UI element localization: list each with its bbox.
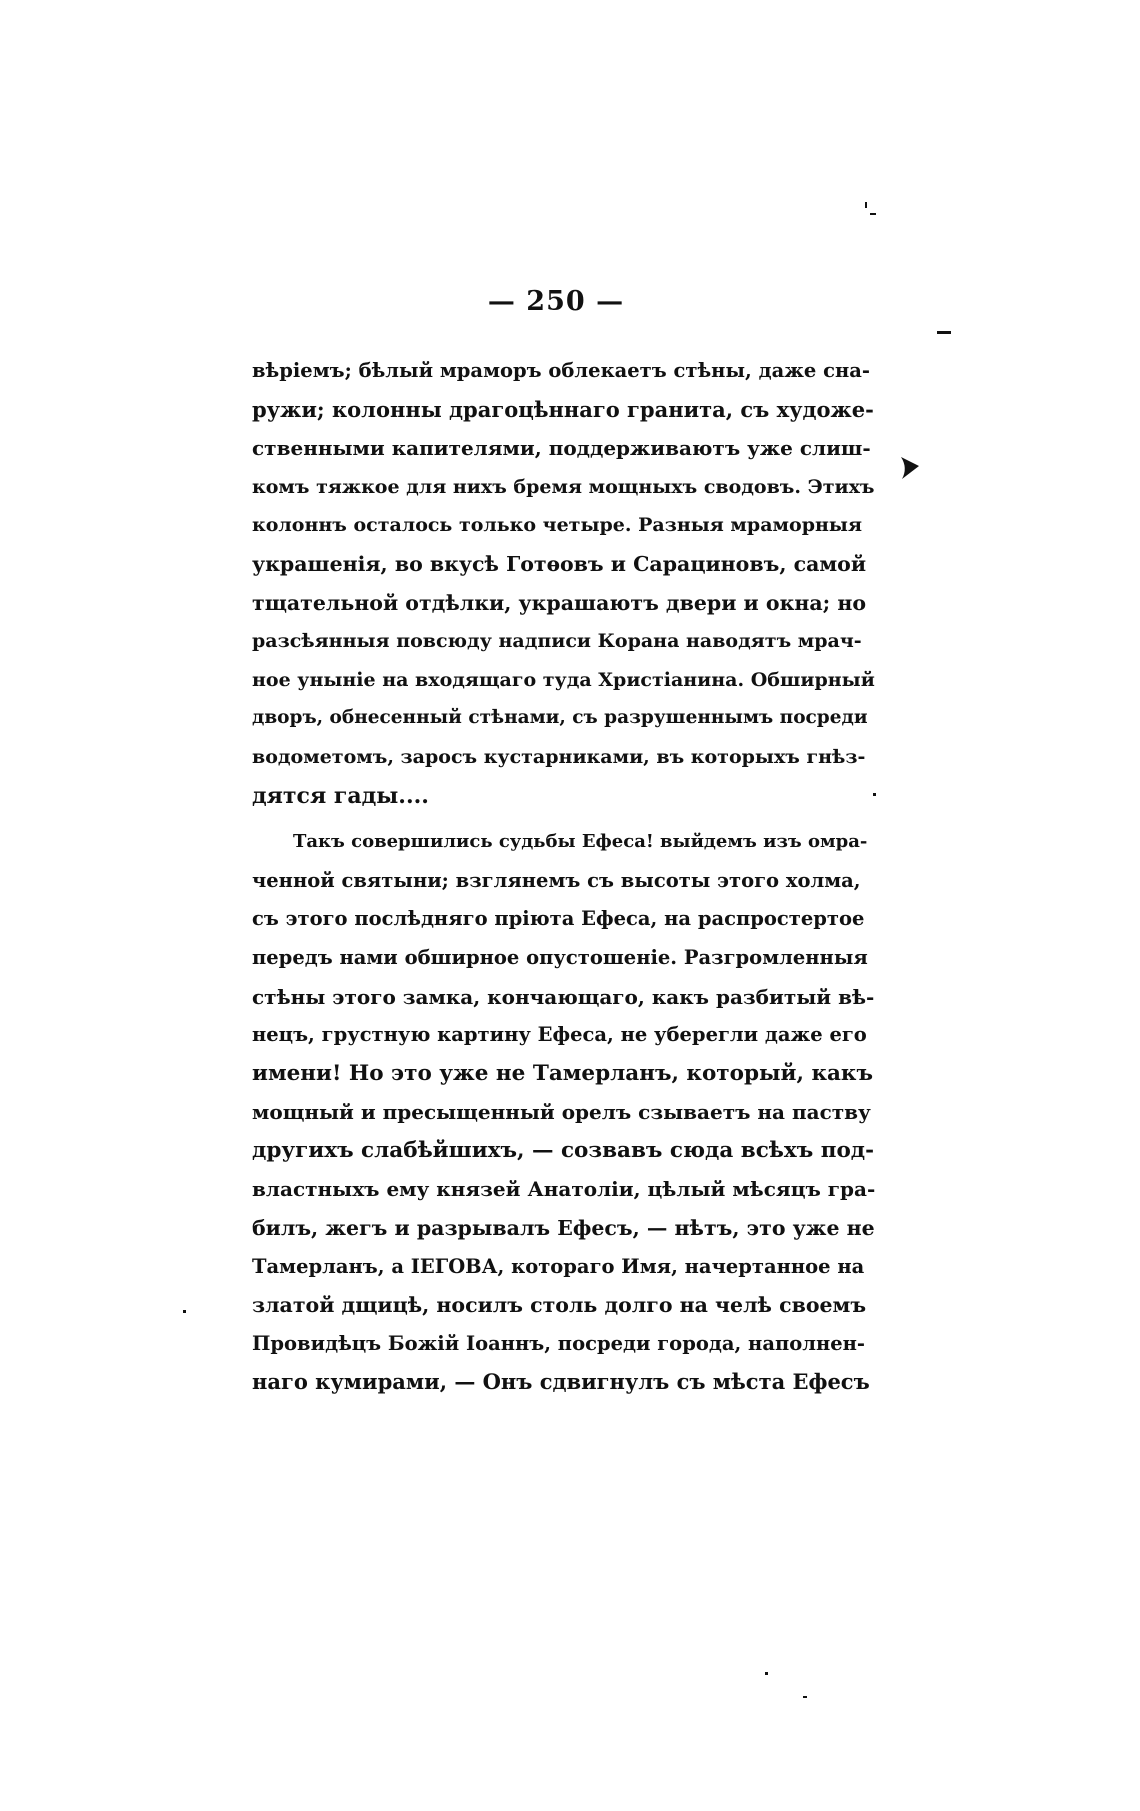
paragraph-gap [252, 815, 875, 823]
text-line: колоннъ осталось только четыре. Разныя мраморныя [252, 514, 862, 537]
text-line: стѣны этого замка, кончающаго, какъ разбитый вѣ- [252, 984, 875, 1009]
text-line: съ этого послѣдняго пріюта Ефеса, на распростертое [252, 907, 865, 931]
text-line: Такъ совершились судьбы Ефеса! выйдемъ изъ омра- [293, 831, 868, 853]
scan-speck [870, 213, 876, 215]
text-line: нецъ, грустную картину Ефеса, не уберегли даже его [252, 1023, 867, 1047]
scan-smudge-mark [899, 455, 923, 481]
text-line: ственными капителями, поддерживаютъ уже слиш- [252, 436, 871, 461]
text-line: дворъ, обнесенный стѣнами, съ разрушеннымъ посреди [252, 707, 868, 729]
scan-speck [873, 793, 876, 796]
scan-speck [183, 1310, 186, 1313]
text-line: ное уныніе на входящаго туда Христіанина. Обширный [252, 668, 875, 691]
text-line: Провидѣцъ Божій Іоаннъ, посреди города, наполнен- [252, 1331, 866, 1355]
scan-speck [865, 202, 867, 208]
scan-speck [803, 1696, 807, 1698]
text-line: билъ, жегъ и разрывалъ Ефесъ, — нѣтъ, это уже не [252, 1216, 875, 1241]
text-line: украшенія, во вкусѣ Готѳовъ и Сарациновъ, самой [252, 551, 867, 576]
text-line: наго кумирами, — Онъ сдвигнулъ съ мѣста Ефесъ [252, 1369, 870, 1395]
text-line: златой дщицѣ, носилъ столь долго на челѣ своемъ [252, 1293, 867, 1318]
text-line: передъ нами обширное опустошеніе. Разгромленныя [252, 945, 868, 969]
text-line: ружи; колонны драгоцѣннаго гранита, съ художе- [252, 396, 874, 422]
text-line: властныхъ ему князей Анатоліи, цѣлый мѣсяцъ гра- [252, 1177, 876, 1202]
text-line: другихъ слабѣйшихъ, — созвавъ сюда всѣхъ под- [252, 1137, 875, 1163]
text-line: водометомъ, заросъ кустарниками, въ которыхъ гнѣз- [252, 745, 866, 768]
paragraph-2 [252, 823, 875, 1402]
text-line: ченной святыни; взглянемъ съ высоты этого холма, [252, 868, 861, 892]
text-line: разсѣянныя повсюду надписи Корана наводятъ мрач- [252, 630, 862, 653]
text-line: вѣріемъ; бѣлый мраморъ облекаетъ стѣны, даже сна- [252, 359, 870, 382]
text-line: тщательной отдѣлки, украшаютъ двери и окна; но [252, 590, 867, 615]
text-line: мощный и пресыщенный орелъ сзываетъ на паству [252, 1100, 871, 1125]
text-line: комъ тяжкое для нихъ бремя мощныхъ сводовъ. Этихъ [252, 475, 875, 498]
text-line: Тамерланъ, а ІЕГОВА, котораго Имя, начертанное на [252, 1254, 865, 1278]
scan-speck [765, 1672, 768, 1675]
page-number: — 250 — [487, 286, 625, 317]
text-line: дятся гады.... [252, 782, 429, 809]
scan-speck [937, 331, 951, 334]
body-text [252, 352, 875, 1402]
text-line: имени! Но это уже не Тамерланъ, который, какъ [252, 1060, 873, 1086]
paragraph-1 [252, 352, 875, 815]
